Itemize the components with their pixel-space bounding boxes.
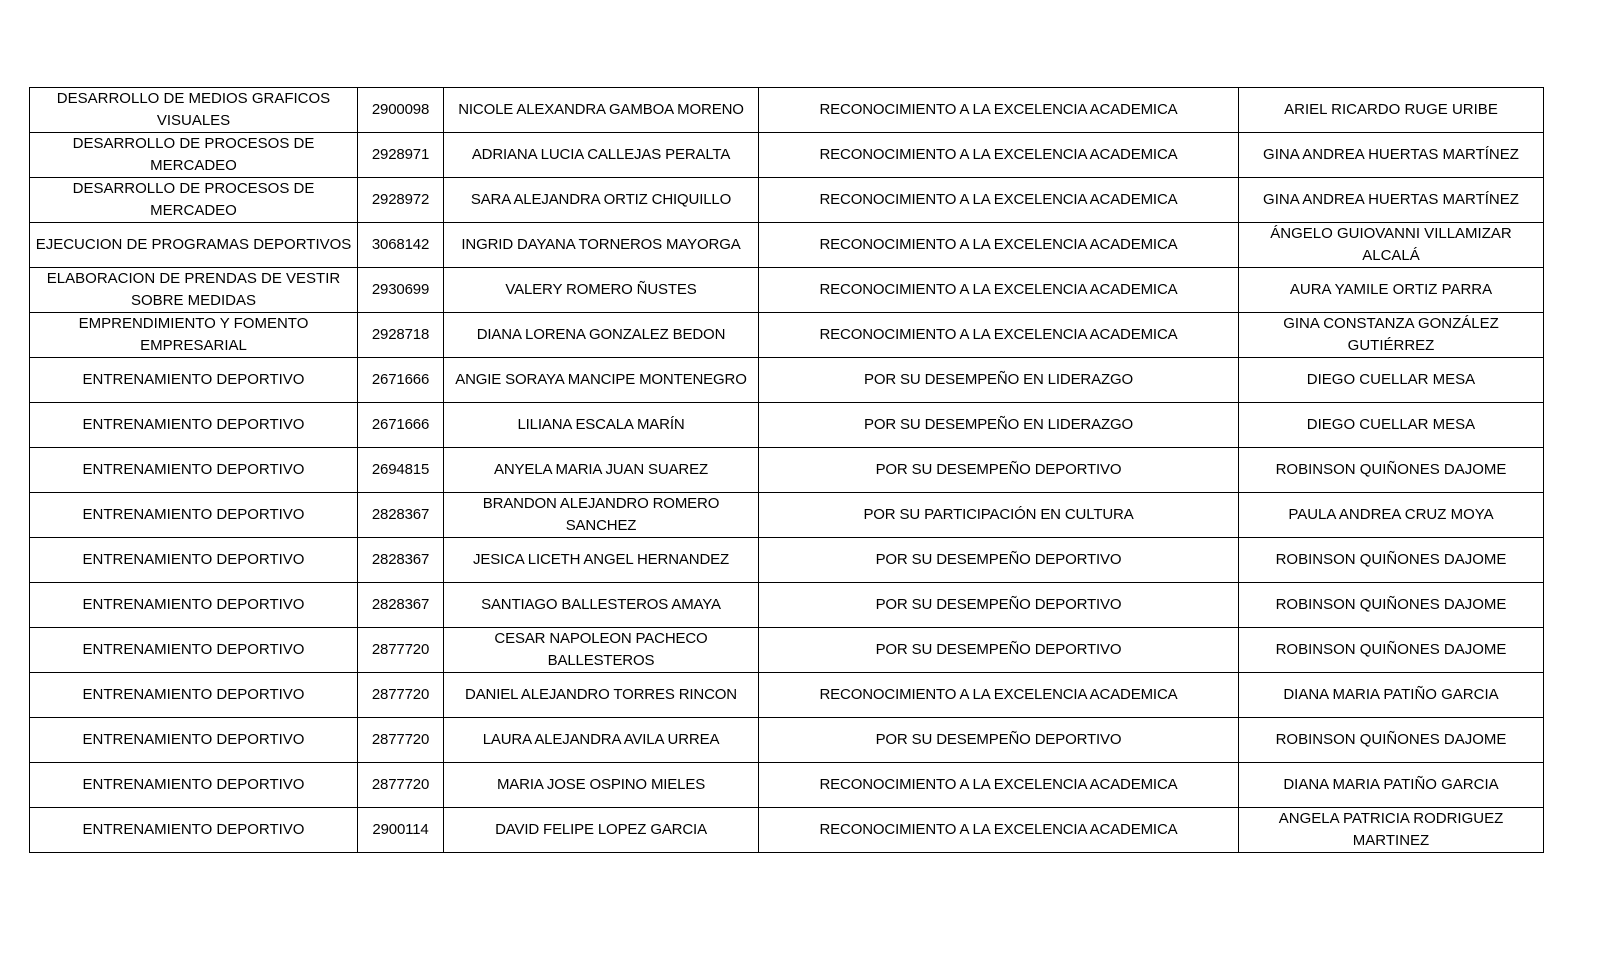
table-row: [30, 538, 1544, 583]
table-row: [30, 223, 1544, 268]
table-row: [30, 133, 1544, 178]
table-row: [30, 268, 1544, 313]
program-cell: DESARROLLO DE MEDIOS GRAFICOS VISUALES: [30, 88, 358, 133]
program-cell: ENTRENAMIENTO DEPORTIVO: [30, 403, 358, 448]
code-cell: 2671666: [358, 403, 444, 448]
instructor-cell: ROBINSON QUIÑONES DAJOME: [1239, 628, 1544, 673]
recognition-cell: POR SU DESEMPEÑO EN LIDERAZGO: [759, 358, 1239, 403]
student-name-cell: CESAR NAPOLEON PACHECO BALLESTEROS: [444, 628, 759, 673]
instructor-cell: AURA YAMILE ORTIZ PARRA: [1239, 268, 1544, 313]
student-name-cell: ANGIE SORAYA MANCIPE MONTENEGRO: [444, 358, 759, 403]
student-name-cell: SANTIAGO BALLESTEROS AMAYA: [444, 583, 759, 628]
program-cell: EJECUCION DE PROGRAMAS DEPORTIVOS: [30, 223, 358, 268]
code-cell: 2828367: [358, 583, 444, 628]
table-body: [30, 88, 1544, 853]
recognition-cell: RECONOCIMIENTO A LA EXCELENCIA ACADEMICA: [759, 808, 1239, 853]
code-cell: 2694815: [358, 448, 444, 493]
table-row: [30, 673, 1544, 718]
program-cell: ENTRENAMIENTO DEPORTIVO: [30, 628, 358, 673]
code-cell: 2877720: [358, 673, 444, 718]
program-cell: ENTRENAMIENTO DEPORTIVO: [30, 763, 358, 808]
table-row: [30, 448, 1544, 493]
table-row: [30, 718, 1544, 763]
program-cell: ENTRENAMIENTO DEPORTIVO: [30, 718, 358, 763]
recognition-table: [29, 87, 1544, 853]
recognition-cell: POR SU DESEMPEÑO DEPORTIVO: [759, 448, 1239, 493]
recognition-cell: RECONOCIMIENTO A LA EXCELENCIA ACADEMICA: [759, 178, 1239, 223]
instructor-cell: ARIEL RICARDO RUGE URIBE: [1239, 88, 1544, 133]
instructor-cell: PAULA ANDREA CRUZ MOYA: [1239, 493, 1544, 538]
code-cell: 2828367: [358, 493, 444, 538]
recognition-cell: RECONOCIMIENTO A LA EXCELENCIA ACADEMICA: [759, 313, 1239, 358]
student-name-cell: LILIANA ESCALA MARÍN: [444, 403, 759, 448]
table-row: [30, 763, 1544, 808]
program-cell: ENTRENAMIENTO DEPORTIVO: [30, 583, 358, 628]
program-cell: ENTRENAMIENTO DEPORTIVO: [30, 493, 358, 538]
student-name-cell: BRANDON ALEJANDRO ROMERO SANCHEZ: [444, 493, 759, 538]
table-row: [30, 358, 1544, 403]
instructor-cell: ROBINSON QUIÑONES DAJOME: [1239, 448, 1544, 493]
student-name-cell: ANYELA MARIA JUAN SUAREZ: [444, 448, 759, 493]
recognition-cell: RECONOCIMIENTO A LA EXCELENCIA ACADEMICA: [759, 673, 1239, 718]
code-cell: 3068142: [358, 223, 444, 268]
recognition-cell: RECONOCIMIENTO A LA EXCELENCIA ACADEMICA: [759, 223, 1239, 268]
instructor-cell: ROBINSON QUIÑONES DAJOME: [1239, 583, 1544, 628]
code-cell: 2928972: [358, 178, 444, 223]
program-cell: ENTRENAMIENTO DEPORTIVO: [30, 538, 358, 583]
instructor-cell: GINA ANDREA HUERTAS MARTÍNEZ: [1239, 178, 1544, 223]
table-row: [30, 178, 1544, 223]
code-cell: 2671666: [358, 358, 444, 403]
recognition-cell: POR SU DESEMPEÑO DEPORTIVO: [759, 583, 1239, 628]
instructor-cell: ROBINSON QUIÑONES DAJOME: [1239, 538, 1544, 583]
code-cell: 2928971: [358, 133, 444, 178]
student-name-cell: DIANA LORENA GONZALEZ BEDON: [444, 313, 759, 358]
code-cell: 2900114: [358, 808, 444, 853]
program-cell: EMPRENDIMIENTO Y FOMENTO EMPRESARIAL: [30, 313, 358, 358]
student-name-cell: DAVID FELIPE LOPEZ GARCIA: [444, 808, 759, 853]
instructor-cell: DIANA MARIA PATIÑO GARCIA: [1239, 673, 1544, 718]
code-cell: 2828367: [358, 538, 444, 583]
student-name-cell: SARA ALEJANDRA ORTIZ CHIQUILLO: [444, 178, 759, 223]
recognition-cell: RECONOCIMIENTO A LA EXCELENCIA ACADEMICA: [759, 88, 1239, 133]
student-name-cell: ADRIANA LUCIA CALLEJAS PERALTA: [444, 133, 759, 178]
recognition-cell: POR SU PARTICIPACIÓN EN CULTURA: [759, 493, 1239, 538]
recognition-cell: POR SU DESEMPEÑO DEPORTIVO: [759, 628, 1239, 673]
code-cell: 2900098: [358, 88, 444, 133]
program-cell: ELABORACION DE PRENDAS DE VESTIR SOBRE MEDIDAS: [30, 268, 358, 313]
instructor-cell: GINA CONSTANZA GONZÁLEZ GUTIÉRREZ: [1239, 313, 1544, 358]
recognition-cell: POR SU DESEMPEÑO EN LIDERAZGO: [759, 403, 1239, 448]
program-cell: ENTRENAMIENTO DEPORTIVO: [30, 808, 358, 853]
code-cell: 2928718: [358, 313, 444, 358]
program-cell: DESARROLLO DE PROCESOS DE MERCADEO: [30, 178, 358, 223]
student-name-cell: VALERY ROMERO ÑUSTES: [444, 268, 759, 313]
student-name-cell: LAURA ALEJANDRA AVILA URREA: [444, 718, 759, 763]
table-row: [30, 628, 1544, 673]
instructor-cell: ROBINSON QUIÑONES DAJOME: [1239, 718, 1544, 763]
instructor-cell: DIEGO CUELLAR MESA: [1239, 403, 1544, 448]
code-cell: 2877720: [358, 763, 444, 808]
program-cell: ENTRENAMIENTO DEPORTIVO: [30, 448, 358, 493]
student-name-cell: MARIA JOSE OSPINO MIELES: [444, 763, 759, 808]
document-page: [29, 87, 1544, 853]
program-cell: ENTRENAMIENTO DEPORTIVO: [30, 673, 358, 718]
recognition-cell: RECONOCIMIENTO A LA EXCELENCIA ACADEMICA: [759, 133, 1239, 178]
table-row: [30, 313, 1544, 358]
code-cell: 2877720: [358, 718, 444, 763]
student-name-cell: JESICA LICETH ANGEL HERNANDEZ: [444, 538, 759, 583]
table-row: [30, 403, 1544, 448]
instructor-cell: ANGELA PATRICIA RODRIGUEZ MARTINEZ: [1239, 808, 1544, 853]
code-cell: 2877720: [358, 628, 444, 673]
recognition-cell: POR SU DESEMPEÑO DEPORTIVO: [759, 718, 1239, 763]
recognition-cell: POR SU DESEMPEÑO DEPORTIVO: [759, 538, 1239, 583]
instructor-cell: ÁNGELO GUIOVANNI VILLAMIZAR ALCALÁ: [1239, 223, 1544, 268]
student-name-cell: DANIEL ALEJANDRO TORRES RINCON: [444, 673, 759, 718]
student-name-cell: INGRID DAYANA TORNEROS MAYORGA: [444, 223, 759, 268]
table-row: [30, 493, 1544, 538]
recognition-cell: RECONOCIMIENTO A LA EXCELENCIA ACADEMICA: [759, 268, 1239, 313]
instructor-cell: GINA ANDREA HUERTAS MARTÍNEZ: [1239, 133, 1544, 178]
code-cell: 2930699: [358, 268, 444, 313]
instructor-cell: DIANA MARIA PATIÑO GARCIA: [1239, 763, 1544, 808]
program-cell: DESARROLLO DE PROCESOS DE MERCADEO: [30, 133, 358, 178]
instructor-cell: DIEGO CUELLAR MESA: [1239, 358, 1544, 403]
student-name-cell: NICOLE ALEXANDRA GAMBOA MORENO: [444, 88, 759, 133]
program-cell: ENTRENAMIENTO DEPORTIVO: [30, 358, 358, 403]
table-row: [30, 88, 1544, 133]
recognition-cell: RECONOCIMIENTO A LA EXCELENCIA ACADEMICA: [759, 763, 1239, 808]
table-row: [30, 583, 1544, 628]
table-row: [30, 808, 1544, 853]
